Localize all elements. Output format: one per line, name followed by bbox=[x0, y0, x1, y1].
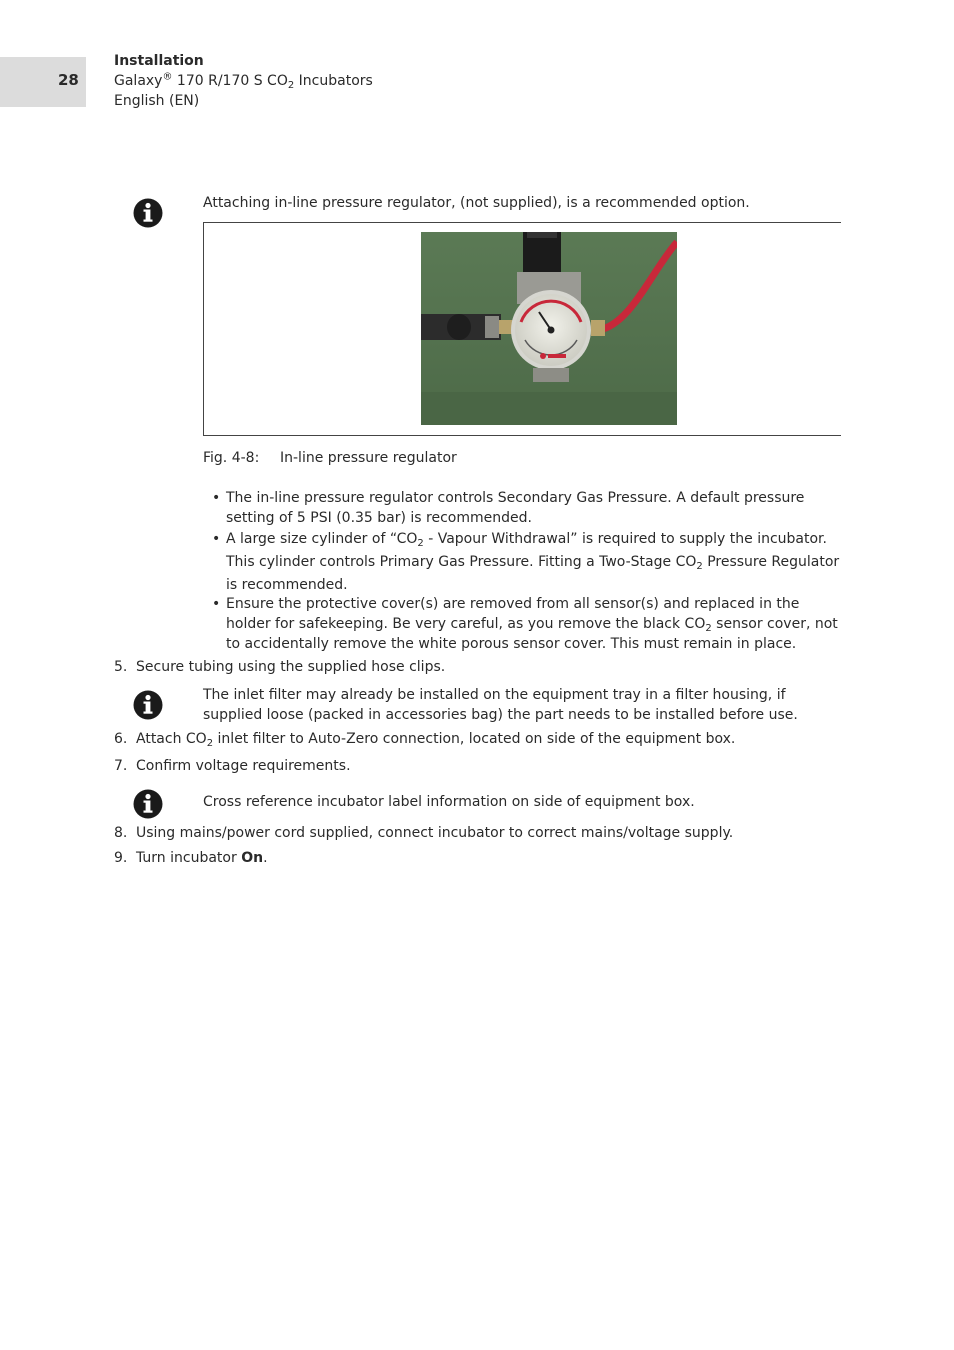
subscript: 2 bbox=[206, 738, 214, 749]
step-6 bbox=[114, 729, 844, 749]
bullet-dot: • bbox=[212, 596, 221, 612]
bullet-dot: • bbox=[212, 531, 221, 547]
figure-caption bbox=[203, 448, 457, 468]
text-part: Ensure the protective cover(s) are removed from all sensor(s) and replaced in the holder for safekeeping. Be very careful, as you remove the black CO bbox=[226, 596, 800, 632]
step-number: 9. bbox=[114, 850, 128, 866]
registered-mark: ® bbox=[162, 71, 173, 83]
list-item bbox=[212, 488, 840, 528]
text-part: A large size cylinder of “CO bbox=[226, 531, 418, 547]
figure-frame bbox=[203, 222, 841, 436]
language: English (EN) bbox=[114, 93, 200, 109]
step-9 bbox=[114, 848, 844, 868]
product-name bbox=[114, 71, 373, 91]
product-name-part: Incubators bbox=[294, 73, 373, 89]
subscript: 2 bbox=[696, 561, 703, 572]
running-header bbox=[114, 51, 373, 111]
info-icon bbox=[133, 789, 163, 819]
list-item-text: The in-line pressure regulator controls Secondary Gas Pressure. A default pressure setting of 5 PSI (0.35 bar) is recommended. bbox=[226, 490, 805, 526]
step-text: Turn incubator bbox=[136, 850, 242, 866]
figure-title: In-line pressure regulator bbox=[280, 450, 457, 466]
product-name-part: 170 R/170 S CO bbox=[172, 73, 288, 89]
step-number: 7. bbox=[114, 758, 128, 774]
subscript: 2 bbox=[287, 80, 295, 91]
step-text: Attach CO bbox=[136, 731, 207, 747]
page-number: 28 bbox=[58, 71, 79, 89]
section-title: Installation bbox=[114, 53, 204, 69]
subscript: 2 bbox=[705, 623, 712, 634]
text-part: Pressure Regulator is recommended. bbox=[226, 554, 840, 593]
figure-label: Fig. 4-8: bbox=[203, 450, 260, 466]
step-number: 6. bbox=[114, 731, 128, 747]
list-item-text bbox=[226, 594, 840, 654]
note-regulator: Attaching in-line pressure regulator, (not supplied), is a recommended option. bbox=[203, 195, 750, 211]
info-icon bbox=[133, 690, 163, 720]
step-number: 8. bbox=[114, 825, 128, 841]
step-8 bbox=[114, 823, 844, 843]
subscript: 2 bbox=[417, 538, 424, 549]
bullet-dot: • bbox=[212, 490, 221, 506]
text-part: sensor cover, not to accidentally remove the white porous sensor cover. This must remain in place. bbox=[226, 616, 838, 652]
step-7 bbox=[114, 756, 844, 776]
info-icon bbox=[133, 198, 163, 228]
step-text: Secure tubing using the supplied hose clips. bbox=[136, 659, 446, 675]
step-text-bold: On bbox=[241, 850, 264, 866]
step-5 bbox=[114, 657, 844, 677]
list-item-text bbox=[226, 528, 840, 597]
note-inlet-filter: The inlet filter may already be installed on the equipment tray in a filter housing, if supplied loose (packed in accessories bag) the part needs to be installed before use. bbox=[203, 687, 798, 723]
pressure-regulator-photo bbox=[421, 232, 677, 425]
list-item bbox=[212, 528, 840, 597]
list-item bbox=[212, 594, 840, 654]
product-name-part: Galaxy bbox=[114, 73, 163, 89]
text-part: - Vapour Withdrawal” is required to supply the incubator. This cylinder controls Primary Gas Pressure. Fitting a Two-Stage CO bbox=[226, 531, 827, 570]
step-text: . bbox=[263, 850, 268, 866]
step-text: Using mains/power cord supplied, connect incubator to correct mains/voltage supply. bbox=[136, 825, 734, 841]
step-text: Confirm voltage requirements. bbox=[136, 758, 351, 774]
note-label-info: Cross reference incubator label information on side of equipment box. bbox=[203, 794, 695, 810]
step-number: 5. bbox=[114, 659, 128, 675]
step-text: inlet filter to Auto-Zero connection, located on side of the equipment box. bbox=[213, 731, 736, 747]
